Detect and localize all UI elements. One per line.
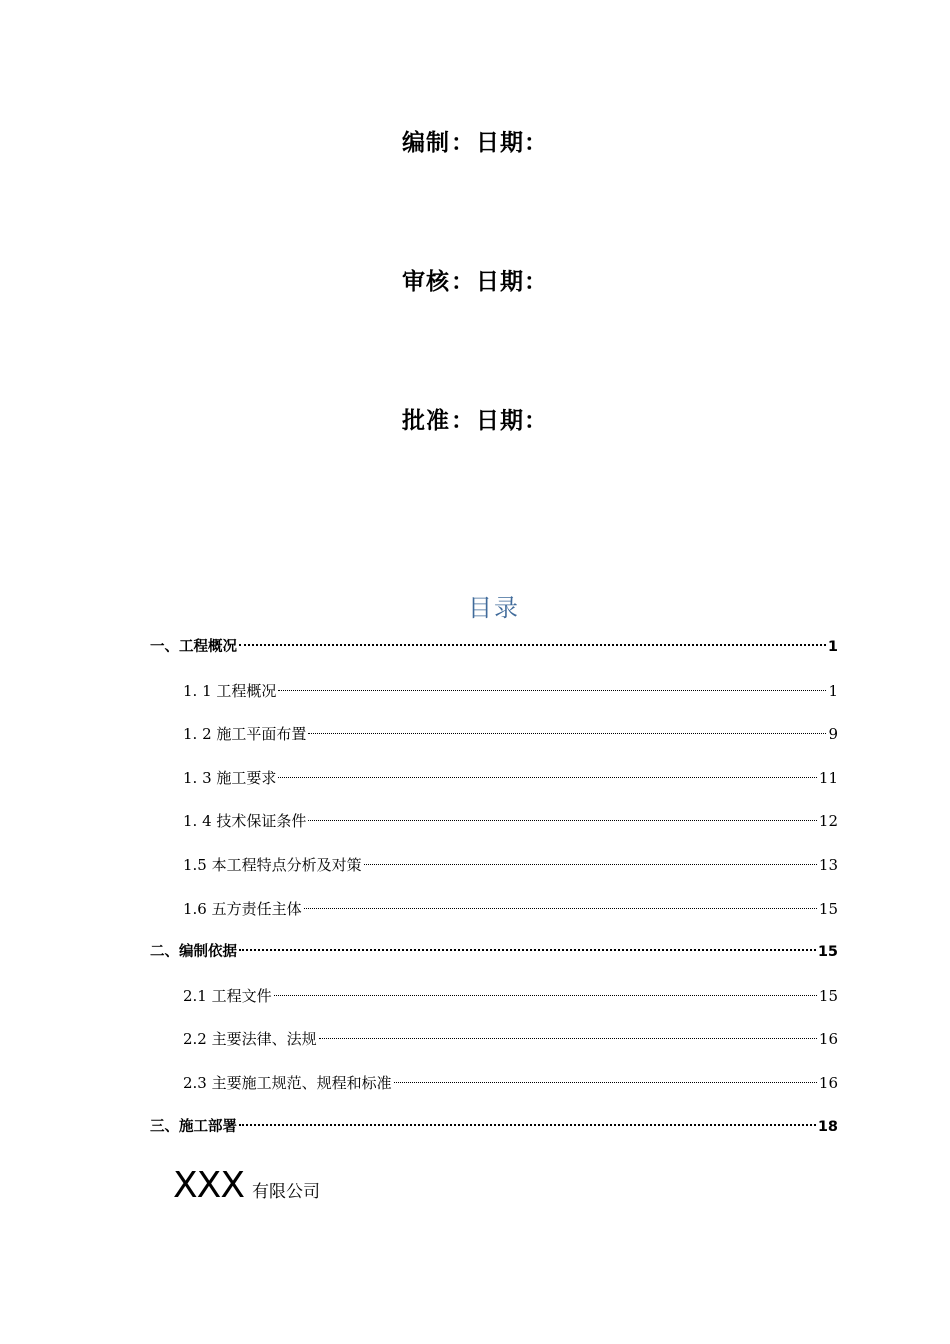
toc-dot-leader bbox=[274, 995, 817, 996]
toc-dot-leader bbox=[239, 1124, 816, 1126]
toc-entry-text: 2.3 主要施工规范、规程和标准 bbox=[183, 1073, 392, 1092]
signature-separator: ： bbox=[451, 269, 475, 295]
toc-page-number: 9 bbox=[828, 725, 838, 744]
toc-page-number: 12 bbox=[818, 812, 838, 831]
signature-label: 审核 bbox=[402, 269, 450, 295]
toc-page-number: 16 bbox=[818, 1073, 838, 1092]
toc-entry-text: 2.1 工程文件 bbox=[183, 986, 272, 1005]
toc-title: 目录 bbox=[468, 594, 520, 622]
toc-dot-leader bbox=[308, 733, 826, 734]
toc-entry-text: 三、施工部署 bbox=[150, 1118, 237, 1135]
table-of-contents bbox=[150, 632, 838, 1155]
toc-dot-leader bbox=[394, 1082, 817, 1083]
toc-entry[interactable] bbox=[150, 1112, 838, 1156]
signature-line-approve bbox=[0, 406, 950, 436]
toc-page-number: 15 bbox=[818, 986, 838, 1005]
toc-page-number: 13 bbox=[818, 855, 838, 874]
toc-page-number: 16 bbox=[818, 1030, 838, 1049]
toc-entry-text: 二、编制依据 bbox=[150, 944, 237, 961]
toc-entry[interactable] bbox=[150, 981, 838, 1025]
toc-entry[interactable] bbox=[150, 806, 838, 850]
toc-entry-text: 1. 4 技术保证条件 bbox=[183, 812, 307, 831]
signature-label: 批准 bbox=[402, 408, 450, 434]
toc-dot-leader bbox=[239, 644, 826, 646]
signature-label: 编制 bbox=[402, 130, 450, 156]
toc-dot-leader bbox=[239, 949, 816, 951]
toc-entry[interactable] bbox=[150, 1024, 838, 1068]
toc-dot-leader bbox=[304, 908, 817, 909]
toc-entry-text: 一、工程概况 bbox=[150, 639, 237, 655]
date-label: 日期 bbox=[476, 269, 524, 295]
toc-entry-text: 2.2 主要法律、法规 bbox=[183, 1030, 317, 1049]
toc-entry[interactable] bbox=[150, 676, 838, 720]
toc-page-number: 1 bbox=[827, 639, 838, 655]
toc-page-number: 18 bbox=[817, 1118, 838, 1135]
toc-page-number: 1 bbox=[828, 681, 838, 700]
date-label: 日期 bbox=[476, 130, 524, 156]
toc-entry-text: 1.5 本工程特点分析及对策 bbox=[183, 855, 362, 874]
toc-page-number: 15 bbox=[818, 899, 838, 918]
company-brand: XXX bbox=[173, 1165, 244, 1206]
toc-dot-leader bbox=[278, 690, 826, 691]
date-separator: ： bbox=[524, 269, 548, 295]
toc-page-number: 11 bbox=[818, 768, 838, 787]
signature-line-review bbox=[0, 267, 950, 297]
date-label: 日期 bbox=[476, 408, 524, 434]
toc-dot-leader bbox=[364, 864, 817, 865]
toc-entry[interactable] bbox=[150, 763, 838, 807]
toc-entry[interactable] bbox=[150, 632, 838, 676]
toc-entry[interactable] bbox=[150, 1068, 838, 1112]
toc-entry-text: 1. 1 工程概况 bbox=[183, 681, 277, 700]
toc-entry-text: 1. 3 施工要求 bbox=[183, 768, 277, 787]
toc-entry[interactable] bbox=[150, 719, 838, 763]
toc-page-number: 15 bbox=[817, 944, 838, 961]
toc-entry[interactable] bbox=[150, 894, 838, 938]
toc-dot-leader bbox=[278, 777, 817, 778]
signature-separator: ： bbox=[451, 130, 475, 156]
toc-entry-text: 1.6 五方责任主体 bbox=[183, 899, 302, 918]
date-separator: ： bbox=[524, 130, 548, 156]
date-separator: ： bbox=[524, 408, 548, 434]
signature-line-compile bbox=[0, 128, 950, 158]
toc-entry[interactable] bbox=[150, 850, 838, 894]
toc-entry-text: 1. 2 施工平面布置 bbox=[183, 725, 307, 744]
toc-dot-leader bbox=[319, 1038, 817, 1039]
signature-separator: ： bbox=[451, 408, 475, 434]
toc-entry[interactable] bbox=[150, 937, 838, 981]
toc-dot-leader bbox=[308, 820, 817, 821]
company-suffix: 有限公司 bbox=[252, 1182, 320, 1202]
footer bbox=[173, 1162, 320, 1210]
